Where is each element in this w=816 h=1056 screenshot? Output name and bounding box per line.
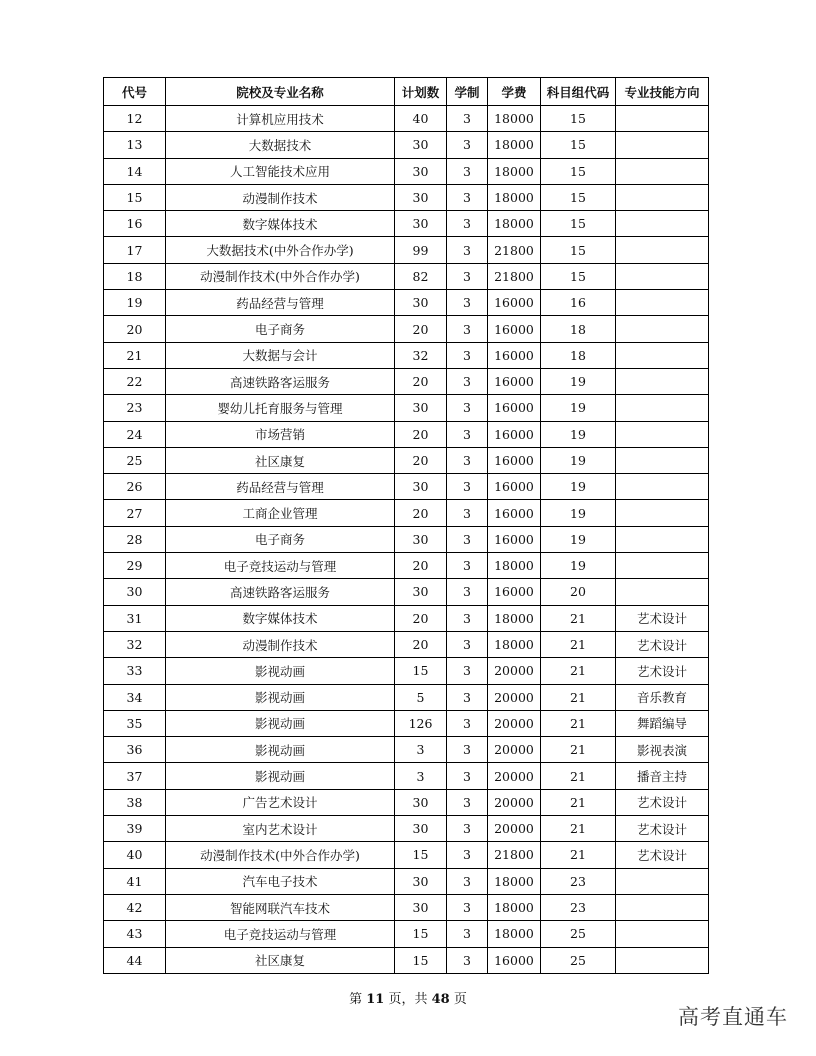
cell-plan-count: 15 [395, 842, 447, 868]
cell-skill-direction [616, 132, 709, 158]
cell-subject-group: 15 [541, 237, 616, 263]
cell-code: 19 [104, 290, 166, 316]
cell-subject-group: 15 [541, 132, 616, 158]
cell-plan-count: 99 [395, 237, 447, 263]
cell-tuition: 18000 [488, 921, 541, 947]
table-row [104, 474, 709, 500]
cell-duration: 3 [447, 237, 488, 263]
cell-duration: 3 [447, 921, 488, 947]
cell-duration: 3 [447, 631, 488, 657]
cell-duration: 3 [447, 447, 488, 473]
cell-code: 34 [104, 684, 166, 710]
cell-tuition: 18000 [488, 553, 541, 579]
cell-subject-group: 21 [541, 789, 616, 815]
cell-tuition: 20000 [488, 763, 541, 789]
cell-code: 33 [104, 658, 166, 684]
table-row [104, 500, 709, 526]
table-row [104, 710, 709, 736]
table-row [104, 342, 709, 368]
cell-major-name: 动漫制作技术(中外合作办学) [166, 842, 395, 868]
cell-subject-group: 25 [541, 947, 616, 973]
cell-subject-group: 18 [541, 342, 616, 368]
cell-code: 36 [104, 737, 166, 763]
cell-subject-group: 25 [541, 921, 616, 947]
page-footer: 第 11 页，共 48 页 [349, 992, 467, 1007]
cell-tuition: 20000 [488, 789, 541, 815]
cell-major-name: 大数据技术(中外合作办学) [166, 237, 395, 263]
table-row [104, 553, 709, 579]
cell-major-name: 影视动画 [166, 763, 395, 789]
cell-code: 35 [104, 710, 166, 736]
table-row [104, 921, 709, 947]
cell-tuition: 18000 [488, 211, 541, 237]
cell-skill-direction: 播音主持 [616, 763, 709, 789]
cell-skill-direction [616, 447, 709, 473]
cell-code: 14 [104, 158, 166, 184]
cell-skill-direction [616, 368, 709, 394]
cell-skill-direction [616, 184, 709, 210]
table-row [104, 868, 709, 894]
cell-code: 32 [104, 631, 166, 657]
cell-plan-count: 30 [395, 474, 447, 500]
cell-subject-group: 21 [541, 631, 616, 657]
cell-code: 16 [104, 211, 166, 237]
cell-tuition: 18000 [488, 894, 541, 920]
cell-skill-direction: 艺术设计 [616, 631, 709, 657]
cell-plan-count: 40 [395, 106, 447, 132]
cell-major-name: 计算机应用技术 [166, 106, 395, 132]
cell-duration: 3 [447, 421, 488, 447]
cell-tuition: 21800 [488, 842, 541, 868]
cell-subject-group: 18 [541, 316, 616, 342]
table-row [104, 789, 709, 815]
cell-code: 41 [104, 868, 166, 894]
cell-tuition: 18000 [488, 106, 541, 132]
cell-tuition: 16000 [488, 579, 541, 605]
cell-code: 17 [104, 237, 166, 263]
table-row [104, 211, 709, 237]
cell-major-name: 动漫制作技术 [166, 184, 395, 210]
cell-plan-count: 20 [395, 500, 447, 526]
cell-subject-group: 15 [541, 106, 616, 132]
cell-tuition: 16000 [488, 368, 541, 394]
cell-major-name: 药品经营与管理 [166, 290, 395, 316]
cell-plan-count: 30 [395, 526, 447, 552]
cell-major-name: 大数据与会计 [166, 342, 395, 368]
cell-subject-group: 15 [541, 211, 616, 237]
cell-major-name: 工商企业管理 [166, 500, 395, 526]
cell-subject-group: 21 [541, 763, 616, 789]
cell-plan-count: 32 [395, 342, 447, 368]
cell-subject-group: 20 [541, 579, 616, 605]
cell-plan-count: 3 [395, 737, 447, 763]
cell-code: 29 [104, 553, 166, 579]
cell-tuition: 18000 [488, 158, 541, 184]
cell-major-name: 电子商务 [166, 316, 395, 342]
table-row [104, 421, 709, 447]
cell-subject-group: 21 [541, 658, 616, 684]
cell-code: 18 [104, 263, 166, 289]
cell-tuition: 20000 [488, 816, 541, 842]
cell-tuition: 20000 [488, 737, 541, 763]
cell-duration: 3 [447, 500, 488, 526]
header-duration: 学制 [447, 78, 488, 106]
cell-duration: 3 [447, 395, 488, 421]
cell-plan-count: 126 [395, 710, 447, 736]
cell-tuition: 16000 [488, 342, 541, 368]
header-tuition: 学费 [488, 78, 541, 106]
cell-code: 24 [104, 421, 166, 447]
cell-duration: 3 [447, 290, 488, 316]
cell-skill-direction [616, 290, 709, 316]
cell-tuition: 21800 [488, 263, 541, 289]
header-plan-count: 计划数 [395, 78, 447, 106]
cell-duration: 3 [447, 342, 488, 368]
cell-code: 20 [104, 316, 166, 342]
watermark: 高考直通车 [678, 1005, 788, 1029]
page-total: 48 [431, 992, 450, 1007]
cell-skill-direction [616, 921, 709, 947]
cell-code: 38 [104, 789, 166, 815]
header-code: 代号 [104, 78, 166, 106]
header-subject-group: 科目组代码 [541, 78, 616, 106]
cell-tuition: 20000 [488, 684, 541, 710]
cell-skill-direction [616, 526, 709, 552]
cell-subject-group: 15 [541, 158, 616, 184]
cell-tuition: 16000 [488, 395, 541, 421]
cell-subject-group: 19 [541, 500, 616, 526]
cell-code: 44 [104, 947, 166, 973]
cell-tuition: 20000 [488, 710, 541, 736]
cell-code: 42 [104, 894, 166, 920]
cell-code: 15 [104, 184, 166, 210]
cell-skill-direction [616, 500, 709, 526]
table-row [104, 579, 709, 605]
cell-skill-direction [616, 579, 709, 605]
cell-subject-group: 15 [541, 263, 616, 289]
cell-subject-group: 19 [541, 474, 616, 500]
cell-duration: 3 [447, 579, 488, 605]
cell-subject-group: 19 [541, 553, 616, 579]
cell-skill-direction [616, 947, 709, 973]
cell-tuition: 18000 [488, 605, 541, 631]
cell-plan-count: 30 [395, 816, 447, 842]
cell-code: 21 [104, 342, 166, 368]
cell-skill-direction [616, 237, 709, 263]
cell-major-name: 汽车电子技术 [166, 868, 395, 894]
cell-major-name: 影视动画 [166, 737, 395, 763]
cell-skill-direction: 音乐教育 [616, 684, 709, 710]
table-row [104, 237, 709, 263]
cell-duration: 3 [447, 658, 488, 684]
cell-major-name: 动漫制作技术 [166, 631, 395, 657]
cell-plan-count: 30 [395, 158, 447, 184]
cell-tuition: 18000 [488, 631, 541, 657]
cell-major-name: 市场营销 [166, 421, 395, 447]
cell-skill-direction: 艺术设计 [616, 842, 709, 868]
cell-subject-group: 15 [541, 184, 616, 210]
cell-skill-direction [616, 894, 709, 920]
cell-subject-group: 21 [541, 605, 616, 631]
cell-code: 13 [104, 132, 166, 158]
cell-major-name: 影视动画 [166, 710, 395, 736]
cell-subject-group: 23 [541, 868, 616, 894]
cell-duration: 3 [447, 158, 488, 184]
cell-plan-count: 3 [395, 763, 447, 789]
cell-duration: 3 [447, 763, 488, 789]
cell-major-name: 数字媒体技术 [166, 211, 395, 237]
cell-subject-group: 21 [541, 842, 616, 868]
cell-tuition: 18000 [488, 868, 541, 894]
cell-code: 22 [104, 368, 166, 394]
cell-plan-count: 30 [395, 132, 447, 158]
cell-duration: 3 [447, 684, 488, 710]
cell-major-name: 广告艺术设计 [166, 789, 395, 815]
cell-tuition: 16000 [488, 947, 541, 973]
cell-subject-group: 19 [541, 421, 616, 447]
cell-code: 43 [104, 921, 166, 947]
cell-subject-group: 21 [541, 816, 616, 842]
cell-major-name: 电子竞技运动与管理 [166, 553, 395, 579]
cell-skill-direction: 影视表演 [616, 737, 709, 763]
cell-plan-count: 15 [395, 658, 447, 684]
cell-major-name: 药品经营与管理 [166, 474, 395, 500]
cell-skill-direction [616, 421, 709, 447]
cell-duration: 3 [447, 710, 488, 736]
cell-duration: 3 [447, 737, 488, 763]
cell-skill-direction [616, 158, 709, 184]
table-row [104, 816, 709, 842]
cell-duration: 3 [447, 868, 488, 894]
cell-duration: 3 [447, 789, 488, 815]
cell-plan-count: 20 [395, 368, 447, 394]
cell-plan-count: 20 [395, 553, 447, 579]
cell-duration: 3 [447, 526, 488, 552]
cell-duration: 3 [447, 184, 488, 210]
cell-skill-direction [616, 868, 709, 894]
cell-code: 28 [104, 526, 166, 552]
cell-plan-count: 20 [395, 605, 447, 631]
cell-skill-direction: 艺术设计 [616, 658, 709, 684]
cell-tuition: 16000 [488, 447, 541, 473]
cell-skill-direction: 舞蹈编导 [616, 710, 709, 736]
page-number: 11 [366, 992, 385, 1007]
table-row [104, 132, 709, 158]
cell-code: 31 [104, 605, 166, 631]
cell-plan-count: 30 [395, 868, 447, 894]
table-row [104, 526, 709, 552]
cell-duration: 3 [447, 316, 488, 342]
cell-tuition: 18000 [488, 184, 541, 210]
table-row [104, 842, 709, 868]
header-skill-direction: 专业技能方向 [616, 78, 709, 106]
cell-duration: 3 [447, 894, 488, 920]
cell-tuition: 16000 [488, 290, 541, 316]
cell-subject-group: 21 [541, 737, 616, 763]
cell-plan-count: 20 [395, 447, 447, 473]
cell-major-name: 人工智能技术应用 [166, 158, 395, 184]
cell-skill-direction [616, 395, 709, 421]
cell-subject-group: 19 [541, 368, 616, 394]
cell-duration: 3 [447, 211, 488, 237]
cell-skill-direction [616, 474, 709, 500]
cell-major-name: 智能网联汽车技术 [166, 894, 395, 920]
table-row [104, 106, 709, 132]
cell-code: 30 [104, 579, 166, 605]
cell-duration: 3 [447, 263, 488, 289]
cell-skill-direction: 艺术设计 [616, 605, 709, 631]
cell-plan-count: 30 [395, 290, 447, 316]
cell-skill-direction [616, 211, 709, 237]
cell-skill-direction [616, 106, 709, 132]
cell-subject-group: 19 [541, 526, 616, 552]
cell-duration: 3 [447, 842, 488, 868]
table-row [104, 290, 709, 316]
table-row [104, 447, 709, 473]
cell-plan-count: 20 [395, 421, 447, 447]
cell-tuition: 16000 [488, 474, 541, 500]
cell-subject-group: 21 [541, 710, 616, 736]
cell-subject-group: 16 [541, 290, 616, 316]
cell-code: 12 [104, 106, 166, 132]
cell-major-name: 婴幼儿托育服务与管理 [166, 395, 395, 421]
cell-tuition: 16000 [488, 526, 541, 552]
table-row [104, 158, 709, 184]
cell-duration: 3 [447, 816, 488, 842]
cell-duration: 3 [447, 368, 488, 394]
cell-plan-count: 30 [395, 894, 447, 920]
cell-tuition: 16000 [488, 421, 541, 447]
cell-major-name: 社区康复 [166, 947, 395, 973]
cell-code: 27 [104, 500, 166, 526]
cell-major-name: 电子商务 [166, 526, 395, 552]
cell-duration: 3 [447, 605, 488, 631]
cell-major-name: 动漫制作技术(中外合作办学) [166, 263, 395, 289]
table-row [104, 947, 709, 973]
cell-plan-count: 30 [395, 789, 447, 815]
table-row [104, 763, 709, 789]
cell-code: 39 [104, 816, 166, 842]
cell-subject-group: 19 [541, 447, 616, 473]
cell-code: 37 [104, 763, 166, 789]
cell-major-name: 高速铁路客运服务 [166, 579, 395, 605]
cell-duration: 3 [447, 474, 488, 500]
cell-code: 25 [104, 447, 166, 473]
cell-code: 23 [104, 395, 166, 421]
cell-plan-count: 30 [395, 184, 447, 210]
cell-skill-direction [616, 342, 709, 368]
cell-duration: 3 [447, 947, 488, 973]
cell-tuition: 16000 [488, 500, 541, 526]
cell-plan-count: 30 [395, 395, 447, 421]
cell-subject-group: 21 [541, 684, 616, 710]
table-row [104, 737, 709, 763]
cell-subject-group: 19 [541, 395, 616, 421]
cell-duration: 3 [447, 132, 488, 158]
cell-major-name: 大数据技术 [166, 132, 395, 158]
cell-tuition: 18000 [488, 132, 541, 158]
cell-major-name: 社区康复 [166, 447, 395, 473]
cell-plan-count: 20 [395, 631, 447, 657]
cell-duration: 3 [447, 553, 488, 579]
table-row [104, 368, 709, 394]
cell-major-name: 影视动画 [166, 684, 395, 710]
cell-major-name: 影视动画 [166, 658, 395, 684]
cell-code: 26 [104, 474, 166, 500]
table-row [104, 658, 709, 684]
cell-tuition: 20000 [488, 658, 541, 684]
cell-duration: 3 [447, 106, 488, 132]
cell-skill-direction [616, 316, 709, 342]
cell-major-name: 室内艺术设计 [166, 816, 395, 842]
table-row [104, 395, 709, 421]
admission-plan-table [103, 77, 709, 974]
cell-skill-direction [616, 263, 709, 289]
table-row [104, 316, 709, 342]
cell-plan-count: 20 [395, 316, 447, 342]
cell-skill-direction [616, 553, 709, 579]
header-row [104, 78, 709, 106]
header-major-name: 院校及专业名称 [166, 78, 395, 106]
cell-tuition: 16000 [488, 316, 541, 342]
table-row [104, 684, 709, 710]
table-row [104, 263, 709, 289]
table-row [104, 631, 709, 657]
table-row [104, 605, 709, 631]
cell-subject-group: 23 [541, 894, 616, 920]
cell-code: 40 [104, 842, 166, 868]
cell-tuition: 21800 [488, 237, 541, 263]
cell-skill-direction: 艺术设计 [616, 789, 709, 815]
cell-major-name: 高速铁路客运服务 [166, 368, 395, 394]
cell-plan-count: 30 [395, 579, 447, 605]
table-row [104, 894, 709, 920]
cell-plan-count: 5 [395, 684, 447, 710]
cell-plan-count: 82 [395, 263, 447, 289]
cell-major-name: 数字媒体技术 [166, 605, 395, 631]
cell-plan-count: 30 [395, 211, 447, 237]
cell-skill-direction: 艺术设计 [616, 816, 709, 842]
table-row [104, 184, 709, 210]
cell-plan-count: 15 [395, 921, 447, 947]
cell-plan-count: 15 [395, 947, 447, 973]
cell-major-name: 电子竞技运动与管理 [166, 921, 395, 947]
